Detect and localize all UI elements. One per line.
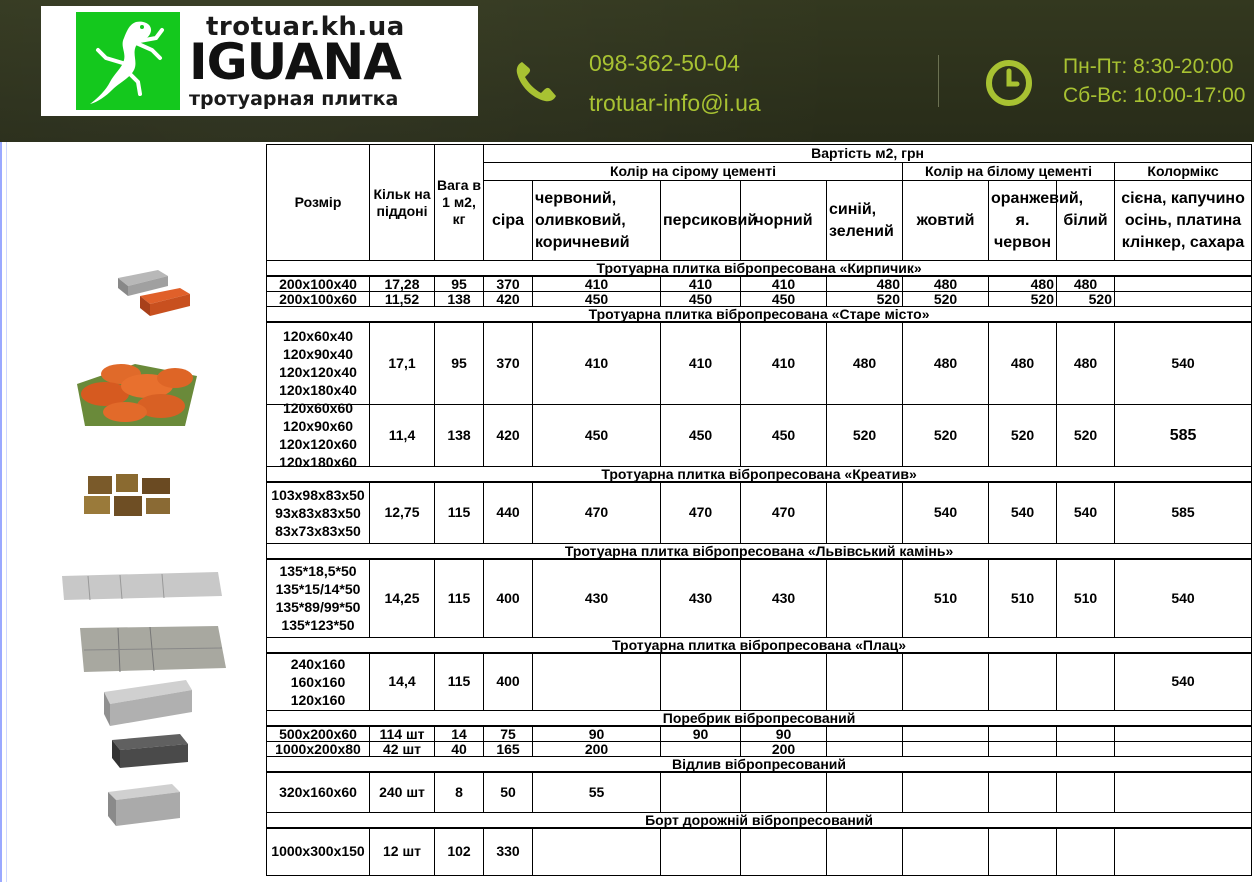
price-cell bbox=[903, 742, 989, 757]
table-row bbox=[267, 292, 1252, 307]
price-cell bbox=[827, 559, 903, 637]
price-cell: 165 bbox=[484, 742, 533, 757]
price-cell: 520 bbox=[827, 292, 903, 307]
price-cell: 400 bbox=[484, 559, 533, 637]
price-cell: 90 bbox=[661, 726, 741, 742]
size-cell: 200x100x60 bbox=[267, 292, 370, 307]
price-cell: 510 bbox=[989, 559, 1057, 637]
price-cell: 450 bbox=[661, 292, 741, 307]
price-cell bbox=[827, 772, 903, 812]
size-cell: 200x100x40 bbox=[267, 276, 370, 292]
weight-cell: 138 bbox=[435, 404, 484, 466]
price-cell: 370 bbox=[484, 322, 533, 404]
price-cell: 50 bbox=[484, 772, 533, 812]
price-cell bbox=[989, 828, 1057, 876]
price-cell bbox=[827, 726, 903, 742]
price-cell: 200 bbox=[741, 742, 827, 757]
price-cell: 450 bbox=[533, 292, 661, 307]
size-cell bbox=[267, 653, 370, 711]
price-cell: 410 bbox=[661, 322, 741, 404]
price-cell bbox=[903, 828, 989, 876]
price-cell: 370 bbox=[484, 276, 533, 292]
price-cell: 480 bbox=[903, 276, 989, 292]
email-link[interactable]: trotuar-info@i.ua bbox=[589, 90, 761, 116]
price-cell: 470 bbox=[741, 482, 827, 544]
table-row bbox=[267, 404, 1252, 466]
price-cell: 540 bbox=[1115, 559, 1252, 637]
size-cell bbox=[267, 559, 370, 637]
phone-icon bbox=[512, 58, 560, 106]
size-line: 120x180x40 bbox=[279, 382, 357, 399]
section-title: Тротуарна плитка вібропресована «Кирпичик» bbox=[267, 261, 1252, 277]
size-cell: 320x160x60 bbox=[267, 772, 370, 812]
table-row bbox=[267, 322, 1252, 404]
section-row bbox=[267, 757, 1252, 773]
col-peach: персиковий bbox=[661, 181, 741, 261]
price-cell: 480 bbox=[1057, 276, 1115, 292]
col-black: чорний bbox=[741, 181, 827, 261]
section-row bbox=[267, 466, 1252, 482]
weight-cell: 115 bbox=[435, 482, 484, 544]
col-weight-header: Вага в 1 м2, кг bbox=[435, 145, 484, 261]
weight-cell: 115 bbox=[435, 653, 484, 711]
header-divider bbox=[938, 55, 939, 107]
size-lines bbox=[269, 400, 367, 470]
price-cell: 480 bbox=[903, 322, 989, 404]
price-cell bbox=[827, 653, 903, 711]
price-header: Вартість м2, грн bbox=[484, 145, 1252, 163]
curb-image bbox=[100, 678, 196, 833]
price-cell: 420 bbox=[484, 404, 533, 466]
section-row bbox=[267, 261, 1252, 277]
size-cell: 1000x300x150 bbox=[267, 828, 370, 876]
price-cell bbox=[1115, 276, 1252, 292]
size-cell bbox=[267, 322, 370, 404]
table-row bbox=[267, 772, 1252, 812]
section-row bbox=[267, 812, 1252, 828]
price-cell bbox=[741, 772, 827, 812]
col-white: білий bbox=[1057, 181, 1115, 261]
site-header bbox=[0, 0, 1254, 142]
size-cell bbox=[267, 482, 370, 544]
section-title: Борт дорожній вібропресований bbox=[267, 812, 1252, 828]
price-cell bbox=[741, 653, 827, 711]
price-cell: 430 bbox=[661, 559, 741, 637]
price-cell bbox=[1115, 772, 1252, 812]
price-cell: 450 bbox=[741, 404, 827, 466]
price-cell: 520 bbox=[989, 404, 1057, 466]
col-size-header: Розмір bbox=[267, 145, 370, 261]
size-line: 240x160 bbox=[290, 655, 346, 672]
page-border-inner bbox=[6, 142, 7, 882]
size-line: 135*15/14*50 bbox=[275, 581, 361, 598]
price-cell bbox=[989, 653, 1057, 711]
price-cell bbox=[1057, 653, 1115, 711]
price-cell: 540 bbox=[1115, 322, 1252, 404]
logo-site: trotuar.kh.ua bbox=[206, 12, 405, 42]
section-row bbox=[267, 544, 1252, 560]
price-cell: 440 bbox=[484, 482, 533, 544]
size-line: 120x90x40 bbox=[282, 346, 354, 363]
pallet-cell: 12,75 bbox=[370, 482, 435, 544]
price-cell: 480 bbox=[1057, 322, 1115, 404]
price-cell bbox=[741, 828, 827, 876]
size-line: 120x120x60 bbox=[279, 436, 357, 452]
price-cell bbox=[661, 742, 741, 757]
price-cell bbox=[827, 828, 903, 876]
price-cell bbox=[903, 726, 989, 742]
price-cell: 540 bbox=[1115, 653, 1252, 711]
old-town-tile-image bbox=[75, 354, 200, 431]
price-cell: 510 bbox=[1057, 559, 1115, 637]
price-cell: 430 bbox=[533, 559, 661, 637]
price-cell bbox=[827, 742, 903, 757]
price-cell: 410 bbox=[533, 276, 661, 292]
size-cell: 1000x200x80 bbox=[267, 742, 370, 757]
price-cell: 55 bbox=[533, 772, 661, 812]
lviv-stone-tile-image bbox=[58, 566, 226, 679]
size-line: 120x60x60 bbox=[282, 400, 354, 416]
size-line: 135*123*50 bbox=[281, 617, 355, 634]
price-cell: 420 bbox=[484, 292, 533, 307]
table-row bbox=[267, 653, 1252, 711]
price-cell bbox=[1115, 726, 1252, 742]
price-cell bbox=[989, 726, 1057, 742]
price-cell: 470 bbox=[533, 482, 661, 544]
size-line: 135*89/99*50 bbox=[275, 599, 361, 616]
table-row bbox=[267, 742, 1252, 757]
table-row bbox=[267, 726, 1252, 742]
col-pallet-header: Кільк на піддоні bbox=[370, 145, 435, 261]
phone-link[interactable]: 098-362-50-04 bbox=[589, 50, 740, 76]
price-cell bbox=[1115, 828, 1252, 876]
size-cell bbox=[267, 400, 370, 470]
price-cell: 410 bbox=[661, 276, 741, 292]
section-row bbox=[267, 307, 1252, 323]
price-cell: 585 bbox=[1115, 482, 1252, 544]
hours-weekdays: Пн-Пт: 8:30-20:00 bbox=[1063, 55, 1234, 78]
price-cell bbox=[989, 772, 1057, 812]
col-colormix: сієна, капучино осінь, платина клінкер, сахара bbox=[1115, 181, 1252, 261]
price-cell: 480 bbox=[989, 322, 1057, 404]
price-cell bbox=[1057, 742, 1115, 757]
price-cell: 90 bbox=[533, 726, 661, 742]
price-table bbox=[266, 144, 1252, 876]
clock-icon bbox=[984, 58, 1034, 108]
price-cell bbox=[661, 772, 741, 812]
section-title: Тротуарна плитка вібропресована «Плац» bbox=[267, 637, 1252, 653]
price-cell bbox=[827, 482, 903, 544]
col-yellow: жовтий bbox=[903, 181, 989, 261]
size-line: 120x60x40 bbox=[282, 328, 354, 345]
pallet-cell: 11,4 bbox=[370, 404, 435, 466]
weight-cell: 102 bbox=[435, 828, 484, 876]
table-row bbox=[267, 482, 1252, 544]
size-line: 160x160 bbox=[290, 673, 346, 690]
section-title: Відлив вібропресований bbox=[267, 757, 1252, 773]
size-line: 120x90x60 bbox=[282, 418, 354, 434]
price-cell: 480 bbox=[827, 276, 903, 292]
creative-tile-image bbox=[80, 472, 180, 525]
price-cell: 450 bbox=[661, 404, 741, 466]
pallet-cell: 17,1 bbox=[370, 322, 435, 404]
white-cement-header: Колір на білому цементі bbox=[903, 163, 1115, 181]
pallet-cell: 14,25 bbox=[370, 559, 435, 637]
price-cell: 450 bbox=[741, 292, 827, 307]
size-cell: 500x200x60 bbox=[267, 726, 370, 742]
pallet-cell: 14,4 bbox=[370, 653, 435, 711]
pallet-cell: 42 шт bbox=[370, 742, 435, 757]
price-cell bbox=[989, 742, 1057, 757]
table-row bbox=[267, 828, 1252, 876]
price-cell: 540 bbox=[903, 482, 989, 544]
price-cell: 90 bbox=[741, 726, 827, 742]
price-cell: 410 bbox=[741, 322, 827, 404]
size-line: 120x180x60 bbox=[279, 454, 357, 470]
price-cell: 330 bbox=[484, 828, 533, 876]
price-cell: 520 bbox=[1057, 292, 1115, 307]
price-cell: 75 bbox=[484, 726, 533, 742]
price-cell bbox=[1115, 742, 1252, 757]
pallet-cell: 17,28 bbox=[370, 276, 435, 292]
pallet-cell: 114 шт bbox=[370, 726, 435, 742]
brick-tile-image bbox=[110, 268, 200, 328]
size-line: 120x120x40 bbox=[279, 364, 357, 381]
price-cell bbox=[1057, 772, 1115, 812]
table-row bbox=[267, 276, 1252, 292]
weight-cell: 95 bbox=[435, 276, 484, 292]
price-cell: 480 bbox=[989, 276, 1057, 292]
size-line: 135*18,5*50 bbox=[279, 563, 357, 580]
price-cell: 510 bbox=[903, 559, 989, 637]
col-orange: оранжевий, я. червон bbox=[989, 181, 1057, 261]
logo-name: IGUANA bbox=[189, 33, 401, 91]
col-grey: сіра bbox=[484, 181, 533, 261]
pallet-cell: 11,52 bbox=[370, 292, 435, 307]
price-cell: 470 bbox=[661, 482, 741, 544]
price-cell: 410 bbox=[533, 322, 661, 404]
logo[interactable] bbox=[41, 6, 478, 116]
price-cell: 540 bbox=[989, 482, 1057, 544]
price-cell: 480 bbox=[827, 322, 903, 404]
price-cell: 520 bbox=[903, 292, 989, 307]
grey-cement-header: Колір на сірому цементі bbox=[484, 163, 903, 181]
price-cell bbox=[533, 828, 661, 876]
weight-cell: 14 bbox=[435, 726, 484, 742]
weight-cell: 8 bbox=[435, 772, 484, 812]
price-cell: 585 bbox=[1115, 404, 1252, 466]
pallet-cell: 240 шт bbox=[370, 772, 435, 812]
section-row bbox=[267, 637, 1252, 653]
section-title: Тротуарна плитка вібропресована «Львівський камінь» bbox=[267, 544, 1252, 560]
price-cell: 520 bbox=[903, 404, 989, 466]
section-row bbox=[267, 711, 1252, 727]
section-title: Тротуарна плитка вібропресована «Креатив» bbox=[267, 466, 1252, 482]
size-line: 120x160 bbox=[290, 691, 346, 708]
page-border bbox=[0, 142, 2, 882]
price-cell bbox=[903, 653, 989, 711]
weight-cell: 115 bbox=[435, 559, 484, 637]
price-cell: 520 bbox=[989, 292, 1057, 307]
col-blue: синій, зелений bbox=[827, 181, 903, 261]
hours-weekend: Сб-Вс: 10:00-17:00 bbox=[1063, 84, 1246, 107]
col-red: червоний, оливковий, коричневий bbox=[533, 181, 661, 261]
price-cell: 520 bbox=[1057, 404, 1115, 466]
price-cell bbox=[1057, 726, 1115, 742]
price-cell: 410 bbox=[741, 276, 827, 292]
weight-cell: 95 bbox=[435, 322, 484, 404]
price-cell: 450 bbox=[533, 404, 661, 466]
colormix-header: Колормікс bbox=[1115, 163, 1252, 181]
size-line: 93x83x83x50 bbox=[275, 504, 361, 521]
price-cell bbox=[661, 653, 741, 711]
section-title: Тротуарна плитка вібропресована «Старе місто» bbox=[267, 307, 1252, 323]
price-cell: 200 bbox=[533, 742, 661, 757]
header-row bbox=[267, 145, 1252, 163]
price-cell: 520 bbox=[827, 404, 903, 466]
table-row bbox=[267, 559, 1252, 637]
price-cell bbox=[1057, 828, 1115, 876]
price-cell: 400 bbox=[484, 653, 533, 711]
weight-cell: 40 bbox=[435, 742, 484, 757]
price-cell bbox=[661, 828, 741, 876]
price-cell: 430 bbox=[741, 559, 827, 637]
weight-cell: 138 bbox=[435, 292, 484, 307]
section-title: Поребрик вібропресований bbox=[267, 711, 1252, 727]
price-cell bbox=[903, 772, 989, 812]
price-cell bbox=[533, 653, 661, 711]
logo-subtitle: тротуарная плитка bbox=[189, 88, 399, 110]
pallet-cell: 12 шт bbox=[370, 828, 435, 876]
lizard-logo-icon bbox=[76, 12, 180, 110]
size-line: 83x73x83x50 bbox=[275, 522, 361, 539]
size-line: 103x98x83x50 bbox=[271, 486, 365, 503]
price-cell bbox=[1115, 292, 1252, 307]
price-cell: 540 bbox=[1057, 482, 1115, 544]
